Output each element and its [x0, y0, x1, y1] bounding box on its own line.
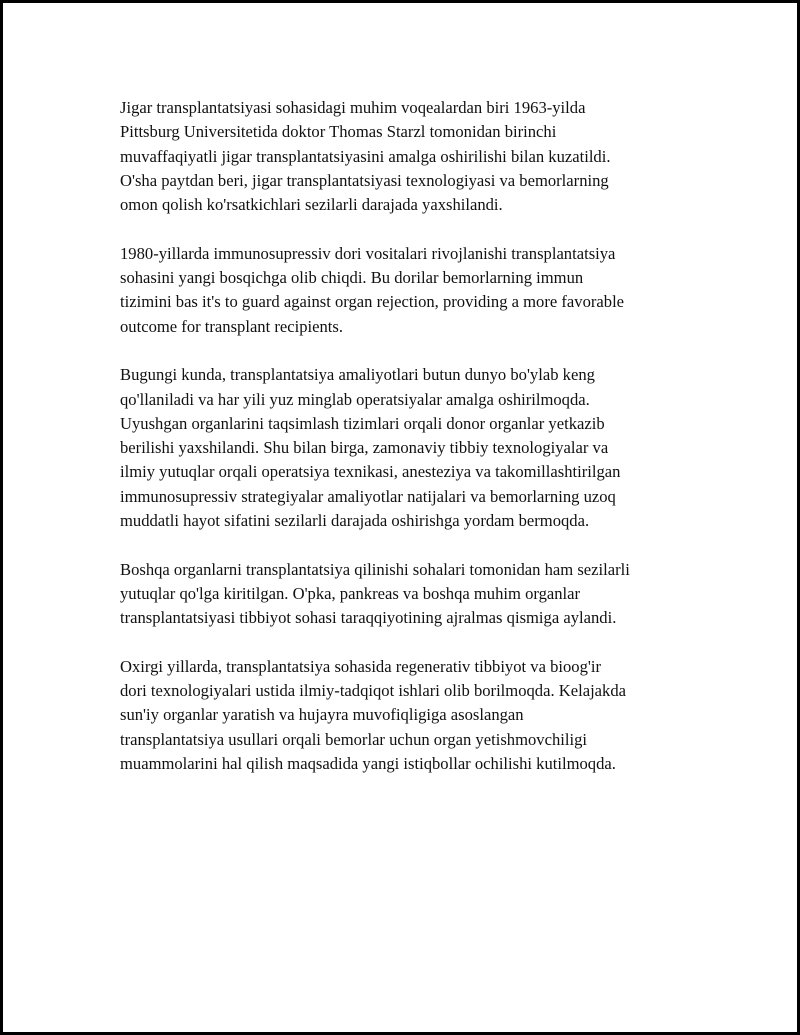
paragraph-5: Oxirgi yillarda, transplantatsiya sohasida regenerativ tibbiyot va bioog'ir dori texnologiyalari ustida ilmiy-tadqiqot ishlari olib borilmoqda. Kelajakda sun'iy organlar yaratish va hujayra muvofiqligiga asoslangan transplantatsiya usullari orqali bemorlar uchun organ yetishmovchiligi muammolarini hal qilish maqsadida yangi istiqbollar ochilishi kutilmoqda. — [120, 656, 627, 774]
document-body — [120, 96, 700, 801]
paragraph-2: 1980-yillarda immunosupressiv dori vositalari rivojlanishi transplantatsiya sohasini yangi bosqichga olib chiqdi. Bu dorilar bemorlarning immun tizimini bas it's to guard against organ rejection, providing a more favorable outcome for transplant recipients. — [120, 243, 625, 336]
paragraph-4: Boshqa organlarni transplantatsiya qilinishi sohalari tomonidan ham sezilarli yutuqlar qo'lga kiritilgan. O'pka, pankreas va boshqa muhim organlar transplantatsiyasi tibbiyot sohasi taraqqiyotining ajralmas qismiga aylandi. — [120, 559, 630, 628]
paragraph-3: Bugungi kunda, transplantatsiya amaliyotlari butun dunyo bo'ylab keng qo'llaniladi va har yili yuz minglab operatsiyalar amalga oshirilmoqda. Uyushgan organlarini taqsimlash tizimlari orqali donor organlar yetkazib berilishi yaxshilandi. Shu bilan birga, zamonaviy tibbiy texnologiyalar va ilmiy yutuqlar orqali operatsiya texnikasi, anesteziya va takomillashtirilgan immunosupressiv strategiyalar amaliyotlar natijalari va bemorlarning uzoq muddatli hayot sifatini sezilarli darajada oshirishga yordam bermoqda. — [120, 365, 621, 531]
paragraph-1: Jigar transplantatsiyasi sohasidagi muhim voqealardan biri 1963-yilda Pittsburg Universitetida doktor Thomas Starzl tomonidan birinchi muvaffaqiyatli jigar transplantatsiyasini amalga oshirilishi bilan kuzatildi. O'sha paytdan beri, jigar transplantatsiyasi texnologiyasi va bemorlarning omon qolish ko'rsatkichlari sezilarli darajada yaxshilandi. — [120, 98, 611, 215]
